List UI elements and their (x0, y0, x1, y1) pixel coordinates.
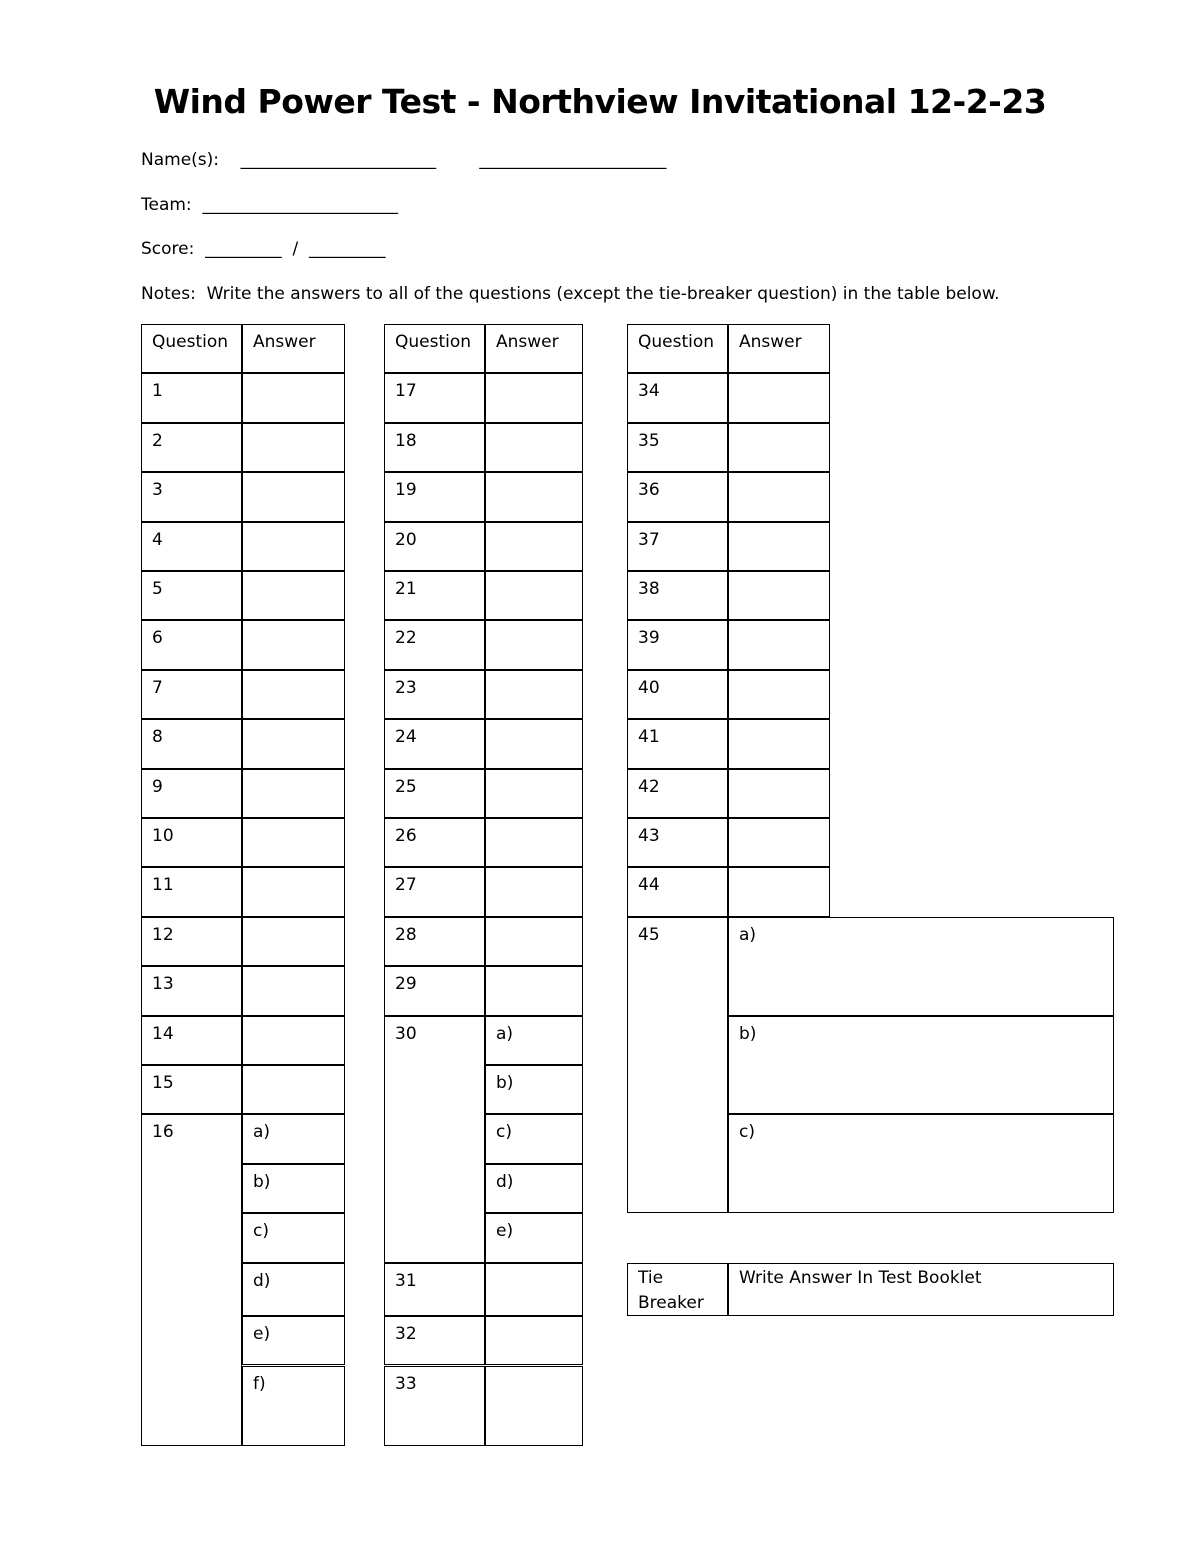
question-number: 2 (141, 423, 242, 472)
answer-cell[interactable] (728, 373, 830, 422)
answer-cell[interactable] (242, 769, 345, 818)
question-number: 38 (627, 571, 728, 620)
question-number: 40 (627, 670, 728, 719)
answer-part-cell[interactable]: f) (242, 1366, 345, 1447)
question-number: 5 (141, 571, 242, 620)
answer-cell[interactable] (242, 423, 345, 472)
question-number: 10 (141, 818, 242, 867)
answer-part-cell[interactable]: b) (485, 1065, 583, 1114)
answer-part-cell[interactable]: c) (728, 1114, 1114, 1213)
answer-cell[interactable] (242, 1016, 345, 1065)
question-number: 41 (627, 719, 728, 768)
question-number: 26 (384, 818, 485, 867)
answer-cell[interactable] (485, 472, 583, 521)
answer-part-cell[interactable]: a) (242, 1114, 345, 1163)
tie-breaker-label-text: Breaker (638, 1293, 704, 1313)
question-number: 16 (141, 1114, 242, 1446)
question-number: 18 (384, 423, 485, 472)
question-number: 19 (384, 472, 485, 521)
answer-cell[interactable] (728, 670, 830, 719)
question-number: 22 (384, 620, 485, 669)
score-field[interactable]: Score: _________ / _________ (141, 239, 386, 259)
answer-cell[interactable] (728, 620, 830, 669)
answer-part-cell[interactable]: b) (242, 1164, 345, 1213)
answer-cell[interactable] (485, 867, 583, 916)
table2-header-question: Question (384, 324, 485, 373)
notes-text: Notes: Write the answers to all of the questions (except the tie-breaker question) in the table below. (141, 284, 1000, 304)
team-field[interactable]: Team: _______________________ (141, 195, 398, 215)
answer-part-cell[interactable]: a) (485, 1016, 583, 1065)
question-number: 13 (141, 966, 242, 1015)
question-number: 4 (141, 522, 242, 571)
answer-cell[interactable] (242, 719, 345, 768)
answer-cell[interactable] (485, 1316, 583, 1365)
answer-cell[interactable] (728, 472, 830, 521)
answer-cell[interactable] (242, 966, 345, 1015)
answer-cell[interactable] (242, 670, 345, 719)
page-title: Wind Power Test - Northview Invitational 12-2-23 (153, 82, 1047, 121)
answer-cell[interactable] (485, 522, 583, 571)
answer-cell[interactable] (485, 620, 583, 669)
question-number: 6 (141, 620, 242, 669)
question-number: 1 (141, 373, 242, 422)
answer-cell[interactable] (242, 373, 345, 422)
question-number: 39 (627, 620, 728, 669)
question-number: 37 (627, 522, 728, 571)
answer-cell[interactable] (242, 917, 345, 966)
answer-cell[interactable] (728, 571, 830, 620)
question-number: 3 (141, 472, 242, 521)
question-number: 25 (384, 769, 485, 818)
question-number: 21 (384, 571, 485, 620)
table1-header-answer: Answer (242, 324, 345, 373)
question-number: 24 (384, 719, 485, 768)
answer-cell[interactable] (242, 818, 345, 867)
question-number: 36 (627, 472, 728, 521)
question-number: 20 (384, 522, 485, 571)
question-number: 23 (384, 670, 485, 719)
answer-cell[interactable] (485, 769, 583, 818)
question-number: 11 (141, 867, 242, 916)
table3-header-answer: Answer (728, 324, 830, 373)
question-number: 43 (627, 818, 728, 867)
question-number: 35 (627, 423, 728, 472)
question-number: 28 (384, 917, 485, 966)
answer-cell[interactable] (242, 522, 345, 571)
answer-cell[interactable] (485, 917, 583, 966)
answer-part-cell[interactable]: d) (485, 1164, 583, 1213)
question-number: 12 (141, 917, 242, 966)
answer-cell[interactable] (242, 571, 345, 620)
question-number: 31 (384, 1263, 485, 1317)
question-number: 9 (141, 769, 242, 818)
answer-part-cell[interactable]: c) (485, 1114, 583, 1163)
answer-part-cell[interactable]: e) (485, 1213, 583, 1262)
question-number: 34 (627, 373, 728, 422)
question-number: 14 (141, 1016, 242, 1065)
question-number: 27 (384, 867, 485, 916)
answer-cell[interactable] (485, 719, 583, 768)
answer-cell[interactable] (485, 571, 583, 620)
question-number: 44 (627, 867, 728, 916)
names-field[interactable]: Name(s): _______________________ ______________________ (141, 150, 667, 170)
answer-cell[interactable] (728, 719, 830, 768)
answer-cell[interactable] (728, 818, 830, 867)
answer-cell[interactable] (485, 423, 583, 472)
answer-cell[interactable] (485, 1263, 583, 1317)
question-number: 42 (627, 769, 728, 818)
answer-cell[interactable] (242, 867, 345, 916)
question-number: 33 (384, 1366, 485, 1447)
answer-cell[interactable] (485, 818, 583, 867)
answer-cell[interactable] (242, 1065, 345, 1114)
answer-part-cell[interactable]: d) (242, 1263, 345, 1317)
table3-header-question: Question (627, 324, 728, 373)
answer-part-cell[interactable]: a) (728, 917, 1114, 1016)
answer-part-cell[interactable]: b) (728, 1016, 1114, 1115)
tie-breaker-label-text: Tie (638, 1268, 664, 1288)
question-number: 17 (384, 373, 485, 422)
tie-breaker-answer: Write Answer In Test Booklet (728, 1263, 1114, 1316)
answer-cell[interactable] (728, 769, 830, 818)
question-number: 29 (384, 966, 485, 1015)
answer-cell[interactable] (485, 670, 583, 719)
answer-part-cell[interactable]: e) (242, 1316, 345, 1365)
answer-part-cell[interactable]: c) (242, 1213, 345, 1262)
answer-cell[interactable] (485, 966, 583, 1015)
answer-cell[interactable] (485, 373, 583, 422)
question-number: 15 (141, 1065, 242, 1114)
answer-cell[interactable] (728, 423, 830, 472)
question-number: 32 (384, 1316, 485, 1365)
tie-breaker-label (627, 1263, 728, 1316)
question-number: 7 (141, 670, 242, 719)
question-number: 30 (384, 1016, 485, 1263)
answer-cell[interactable] (485, 1366, 583, 1447)
answer-cell[interactable] (728, 867, 830, 916)
answer-cell[interactable] (242, 472, 345, 521)
table2-header-answer: Answer (485, 324, 583, 373)
answer-cell[interactable] (728, 522, 830, 571)
question-number: 8 (141, 719, 242, 768)
table1-header-question: Question (141, 324, 242, 373)
answer-cell[interactable] (242, 620, 345, 669)
question-number: 45 (627, 917, 728, 1213)
